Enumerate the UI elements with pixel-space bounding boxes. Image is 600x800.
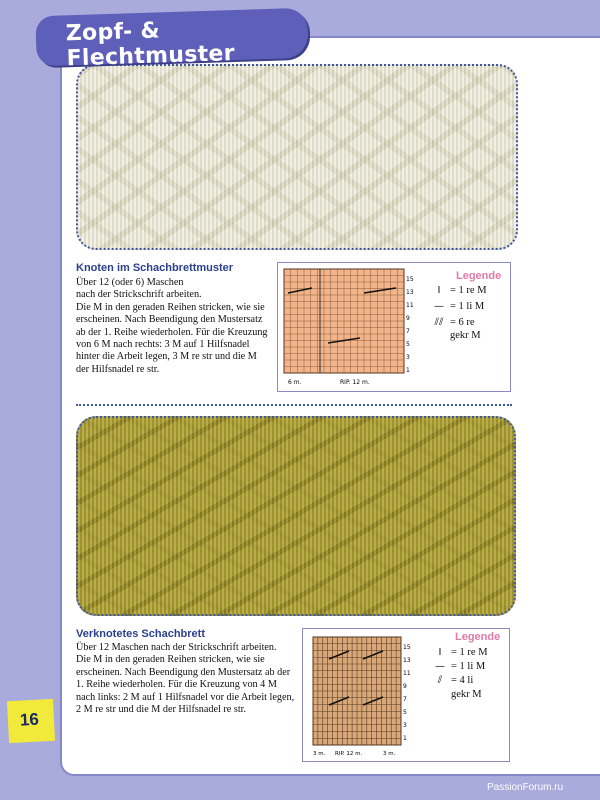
section2-line: 2 M re str und die M der Hilfsnadel re str. — [76, 704, 247, 716]
knitting-chart-1 — [278, 263, 430, 391]
chart-row-label: 15 — [406, 276, 414, 283]
watermark: PassionForum.ru — [487, 782, 564, 793]
chart-bottom-label: 3 m. — [383, 751, 396, 757]
section1-title: Knoten im Schachbrettmuster — [76, 262, 234, 274]
section1-line: nach der Strickschrift arbeiten. — [76, 289, 202, 301]
chart-row-label: 3 — [403, 722, 407, 729]
section1-chart-panel — [277, 262, 511, 392]
chart-row-label: 7 — [406, 328, 410, 335]
chart-row-label: 3 — [406, 354, 410, 361]
section2-line: Über 12 Maschen nach der Strickschrift arbeiten. — [76, 642, 277, 653]
knit-swatch-photo-1 — [76, 64, 518, 250]
legend-title: Legende — [455, 631, 501, 643]
knitting-chart-2 — [303, 629, 429, 761]
legend-item: — = 1 li M — [429, 661, 485, 673]
page-header-tab — [35, 8, 308, 72]
purl-stitch-icon: — — [435, 661, 445, 672]
legend-item: gekr M — [450, 330, 481, 341]
section2-line: Die M in den geraden Reihen stricken, wie sie — [76, 654, 265, 666]
section-divider — [76, 404, 512, 406]
section1-line: Die M in den geraden Reihen stricken, wie sie — [76, 301, 265, 313]
section2-description — [76, 642, 300, 716]
chart-bottom-label: 3 m. — [313, 751, 326, 757]
chart-row-label: 1 — [403, 735, 407, 742]
section1-description — [76, 277, 276, 376]
chart-bottom-label: RIP. 12 m. — [340, 379, 370, 386]
chart-row-label: 1 — [406, 367, 410, 374]
section1-line: der Hilfsnadel re str. — [76, 363, 160, 375]
chart-row-label: 11 — [406, 302, 414, 309]
legend-item: — = 1 li M — [428, 301, 484, 313]
section1-line: von 6 M nach rechts: 3 M auf 1 Hilfsnadel — [76, 339, 250, 351]
page-number-tab — [7, 699, 55, 743]
chart-row-label: 11 — [403, 670, 411, 677]
legend-item: ⫽ = 4 li — [429, 675, 473, 687]
page-number: 16 — [19, 709, 40, 730]
cable-6-icon: ⫽⫽ — [434, 317, 444, 328]
legend-item: Ι = 1 re M — [429, 647, 488, 659]
section1-line: ab der 1. Reihe wiederholen. Für die Kreuzung — [76, 326, 268, 338]
cable-4-icon: ⫽ — [437, 675, 443, 686]
knit-stitch-icon: Ι — [437, 285, 441, 296]
chart-row-label: 13 — [403, 657, 411, 664]
page-title: Zopf- & Flechtmuster — [65, 18, 236, 72]
legend-title: Legende — [456, 270, 502, 282]
legend-item: Ι = 1 re M — [428, 285, 487, 297]
section2-chart-panel — [302, 628, 510, 762]
section2-line: nach links: 2 M auf 1 Hilfsnadel vor die Arbeit legen, — [76, 691, 295, 703]
section1-line: Über 12 (oder 6) Maschen — [76, 277, 184, 288]
purl-stitch-icon: — — [434, 301, 444, 312]
knit-swatch-photo-2 — [76, 416, 516, 616]
section2-line: 1. Reihe wiederholen. Für die Kreuzung von 4 M — [76, 679, 277, 691]
chart-row-label: 15 — [403, 644, 411, 651]
chart-bottom-label: 6 m. — [288, 379, 302, 386]
chart-row-label: 13 — [406, 289, 414, 296]
section2-line: erscheinen. Nach Beendigung den Mustersatz ab der — [76, 666, 291, 678]
legend-item: ⫽⫽ = 6 re — [428, 317, 475, 329]
chart-row-label: 7 — [403, 696, 407, 703]
section1-line: erscheinen. Nach Beendigung den Mustersatz — [76, 314, 263, 326]
chart-row-label: 5 — [403, 709, 407, 716]
chart-row-label: 5 — [406, 341, 410, 348]
section2-title: Verknotetes Schachbrett — [76, 628, 205, 640]
section1-line: hinter die Arbeit legen, 3 M re str und die M — [76, 351, 257, 363]
legend-item: gekr M — [451, 689, 482, 700]
chart-bottom-label: RIP. 12 m. — [335, 751, 363, 757]
chart-row-label: 9 — [406, 315, 410, 322]
chart-row-label: 9 — [403, 683, 407, 690]
knit-stitch-icon: Ι — [438, 647, 442, 658]
